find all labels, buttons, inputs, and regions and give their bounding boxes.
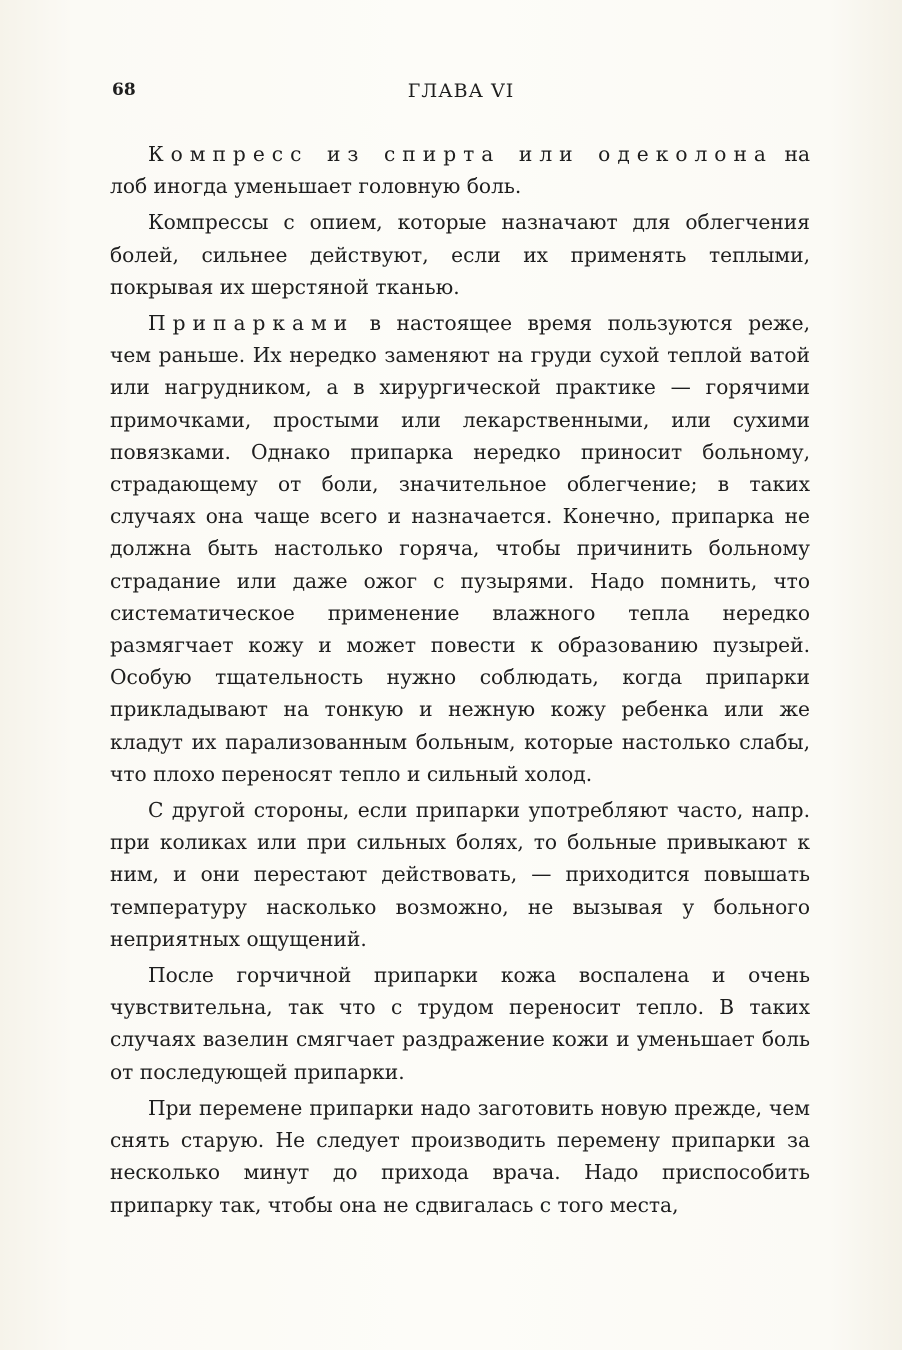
body-text <box>110 138 810 1225</box>
paragraph-text: в настоящее время пользуются реже, чем раньше. Их нередко заменяют на груди сухой теплой ватой или нагрудником, а в хирургической практике — горячими примочками, простыми или лекарственными, или сухими повязками. Однако припарка нередко приносит больному, страдающему от боли, значительное облегчение; в таких случаях она чаще всего и назначается. Конечно, припарка не должна быть настолько горяча, чтобы причинить больному страдание или даже ожог с пузырями. Надо помнить, что систематическое применение влажного тепла нередко размягчает кожу и может повести к образованию пузырей. Особую тщательность нужно соблюдать, когда припарки прикладывают на тонкую и нежную кожу ребенка или же кладут их парализованным больным, которые настолько слабы, что плохо переносят тепло и сильный холод. <box>110 311 810 786</box>
paragraph-1 <box>110 138 810 202</box>
paragraph-6 <box>110 1092 810 1221</box>
paragraph-text: С другой стороны, если припарки употребляют часто, напр. при коликах или при сильных болях, то больные привыкают к ним, и они перестают действовать, — приходится повышать температуру насколько возможно, не вызывая у больного неприятных ощущений. <box>110 798 810 951</box>
paragraph-4 <box>110 794 810 955</box>
paragraph-2 <box>110 206 810 303</box>
paragraph-3 <box>110 307 810 790</box>
paragraph-text: После горчичной припарки кожа воспалена и очень чувствительна, так что с трудом переносит тепло. В таких случаях вазелин смягчает раздражение кожи и уменьшает боль от последующей припарки. <box>110 963 810 1084</box>
paragraph-text: на лоб иногда уменьшает головную боль. <box>110 142 810 199</box>
chapter-title: ГЛАВА VI <box>407 80 515 102</box>
spaced-lead-phrase: Припарками <box>148 311 355 336</box>
spaced-lead-phrase: Компресс из спирта или одеколона <box>148 142 773 166</box>
page-number: 68 <box>112 80 136 100</box>
paragraph-text: При перемене припарки надо заготовить новую прежде, чем снять старую. Не следует производить перемену припарки за несколько минут до прихода врача. Надо приспособить припарку так, чтобы она не сдвигалась с того места, <box>110 1095 810 1217</box>
paragraph-5 <box>110 959 810 1088</box>
paragraph-text: Компрессы с опием, которые назначают для облегчения болей, сильнее действуют, если их применять теплыми, покрывая их шерстяной тканью. <box>110 210 810 299</box>
running-head <box>112 80 810 110</box>
